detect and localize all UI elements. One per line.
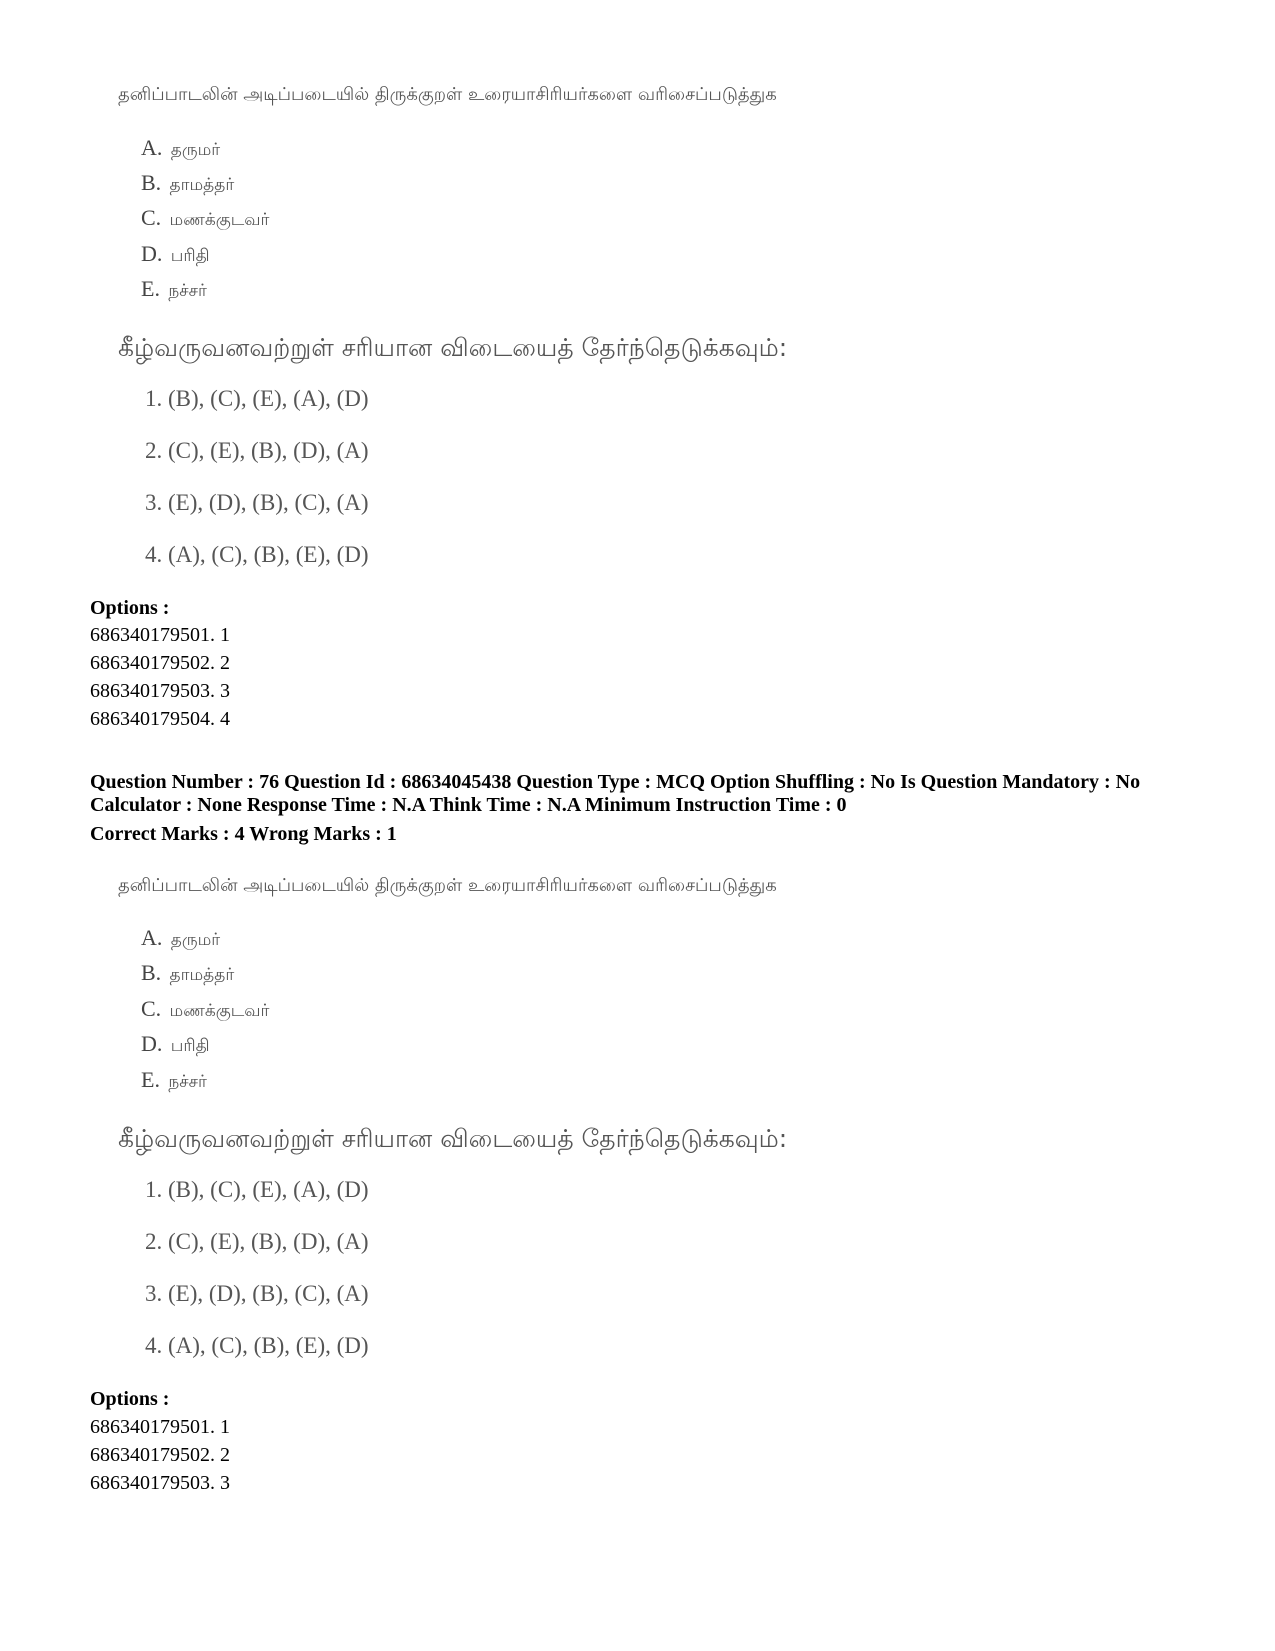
list-item bbox=[141, 241, 210, 268]
option-row: 686340179501. 1 bbox=[90, 624, 230, 646]
list-item bbox=[141, 205, 269, 232]
answer-choice: 4. (A), (C), (B), (E), (D) bbox=[145, 542, 369, 567]
item-label: B. bbox=[141, 170, 162, 195]
answer-choice: 1. (B), (C), (E), (A), (D) bbox=[145, 386, 369, 411]
item-text: பரிதி bbox=[170, 246, 210, 266]
item-label: C. bbox=[141, 205, 162, 230]
list-item bbox=[141, 1031, 210, 1058]
item-label: D. bbox=[141, 241, 163, 266]
option-row: 686340179503. 3 bbox=[90, 680, 230, 702]
option-row: 686340179503. 3 bbox=[90, 1472, 230, 1494]
item-label: B. bbox=[141, 960, 162, 985]
list-item bbox=[141, 925, 220, 952]
list-item bbox=[141, 996, 269, 1023]
answer-choice: 3. (E), (D), (B), (C), (A) bbox=[145, 1281, 369, 1306]
option-row: 686340179502. 2 bbox=[90, 1444, 230, 1466]
answer-choice: 2. (C), (E), (B), (D), (A) bbox=[145, 1229, 369, 1254]
item-text: தருமர் bbox=[170, 140, 221, 160]
item-label: D. bbox=[141, 1031, 163, 1056]
list-item bbox=[141, 960, 234, 987]
answer-prompt: கீழ்வருவனவற்றுள் சரியான விடையைத் தேர்ந்தெடுக்கவும்: bbox=[118, 333, 788, 362]
item-label: E. bbox=[141, 1067, 160, 1092]
item-text: நச்சர் bbox=[168, 281, 207, 301]
answer-choice: 1. (B), (C), (E), (A), (D) bbox=[145, 1177, 369, 1202]
item-label: A. bbox=[141, 135, 163, 160]
item-text: நச்சர் bbox=[168, 1072, 207, 1092]
item-text: மணக்குடவர் bbox=[169, 210, 270, 230]
answer-choice: 4. (A), (C), (B), (E), (D) bbox=[145, 1333, 369, 1358]
item-text: தாமத்தர் bbox=[169, 965, 235, 985]
options-heading: Options : bbox=[90, 1388, 170, 1410]
item-text: தருமர் bbox=[170, 930, 221, 950]
option-row: 686340179501. 1 bbox=[90, 1416, 230, 1438]
list-item bbox=[141, 276, 207, 303]
option-row: 686340179502. 2 bbox=[90, 652, 230, 674]
item-text: பரிதி bbox=[170, 1036, 210, 1056]
answer-prompt: கீழ்வருவனவற்றுள் சரியான விடையைத் தேர்ந்தெடுக்கவும்: bbox=[118, 1124, 788, 1153]
item-text: தாமத்தர் bbox=[169, 175, 235, 195]
item-label: E. bbox=[141, 276, 160, 301]
list-item bbox=[141, 170, 234, 197]
list-item bbox=[141, 135, 220, 162]
question-marks: Correct Marks : 4 Wrong Marks : 1 bbox=[90, 823, 397, 845]
options-heading: Options : bbox=[90, 597, 170, 619]
item-label: C. bbox=[141, 996, 162, 1021]
item-label: A. bbox=[141, 925, 163, 950]
option-row: 686340179504. 4 bbox=[90, 708, 230, 730]
answer-choice: 2. (C), (E), (B), (D), (A) bbox=[145, 438, 369, 463]
item-text: மணக்குடவர் bbox=[169, 1001, 270, 1021]
question-meta: Question Number : 76 Question Id : 68634045438 Question Type : MCQ Option Shuffling : No Is Question Mandatory : No Calculator : None Response Time : N.A Think Time : N.A Minimum Instruction Time : 0 bbox=[90, 771, 1141, 816]
question-instruction: தனிப்பாடலின் அடிப்படையில் திருக்குறள் உரையாசிரியர்களை வரிசைப்படுத்துக bbox=[118, 875, 777, 896]
answer-choice: 3. (E), (D), (B), (C), (A) bbox=[145, 490, 369, 515]
list-item bbox=[141, 1067, 207, 1094]
question-instruction: தனிப்பாடலின் அடிப்படையில் திருக்குறள் உரையாசிரியர்களை வரிசைப்படுத்துக bbox=[118, 84, 777, 105]
